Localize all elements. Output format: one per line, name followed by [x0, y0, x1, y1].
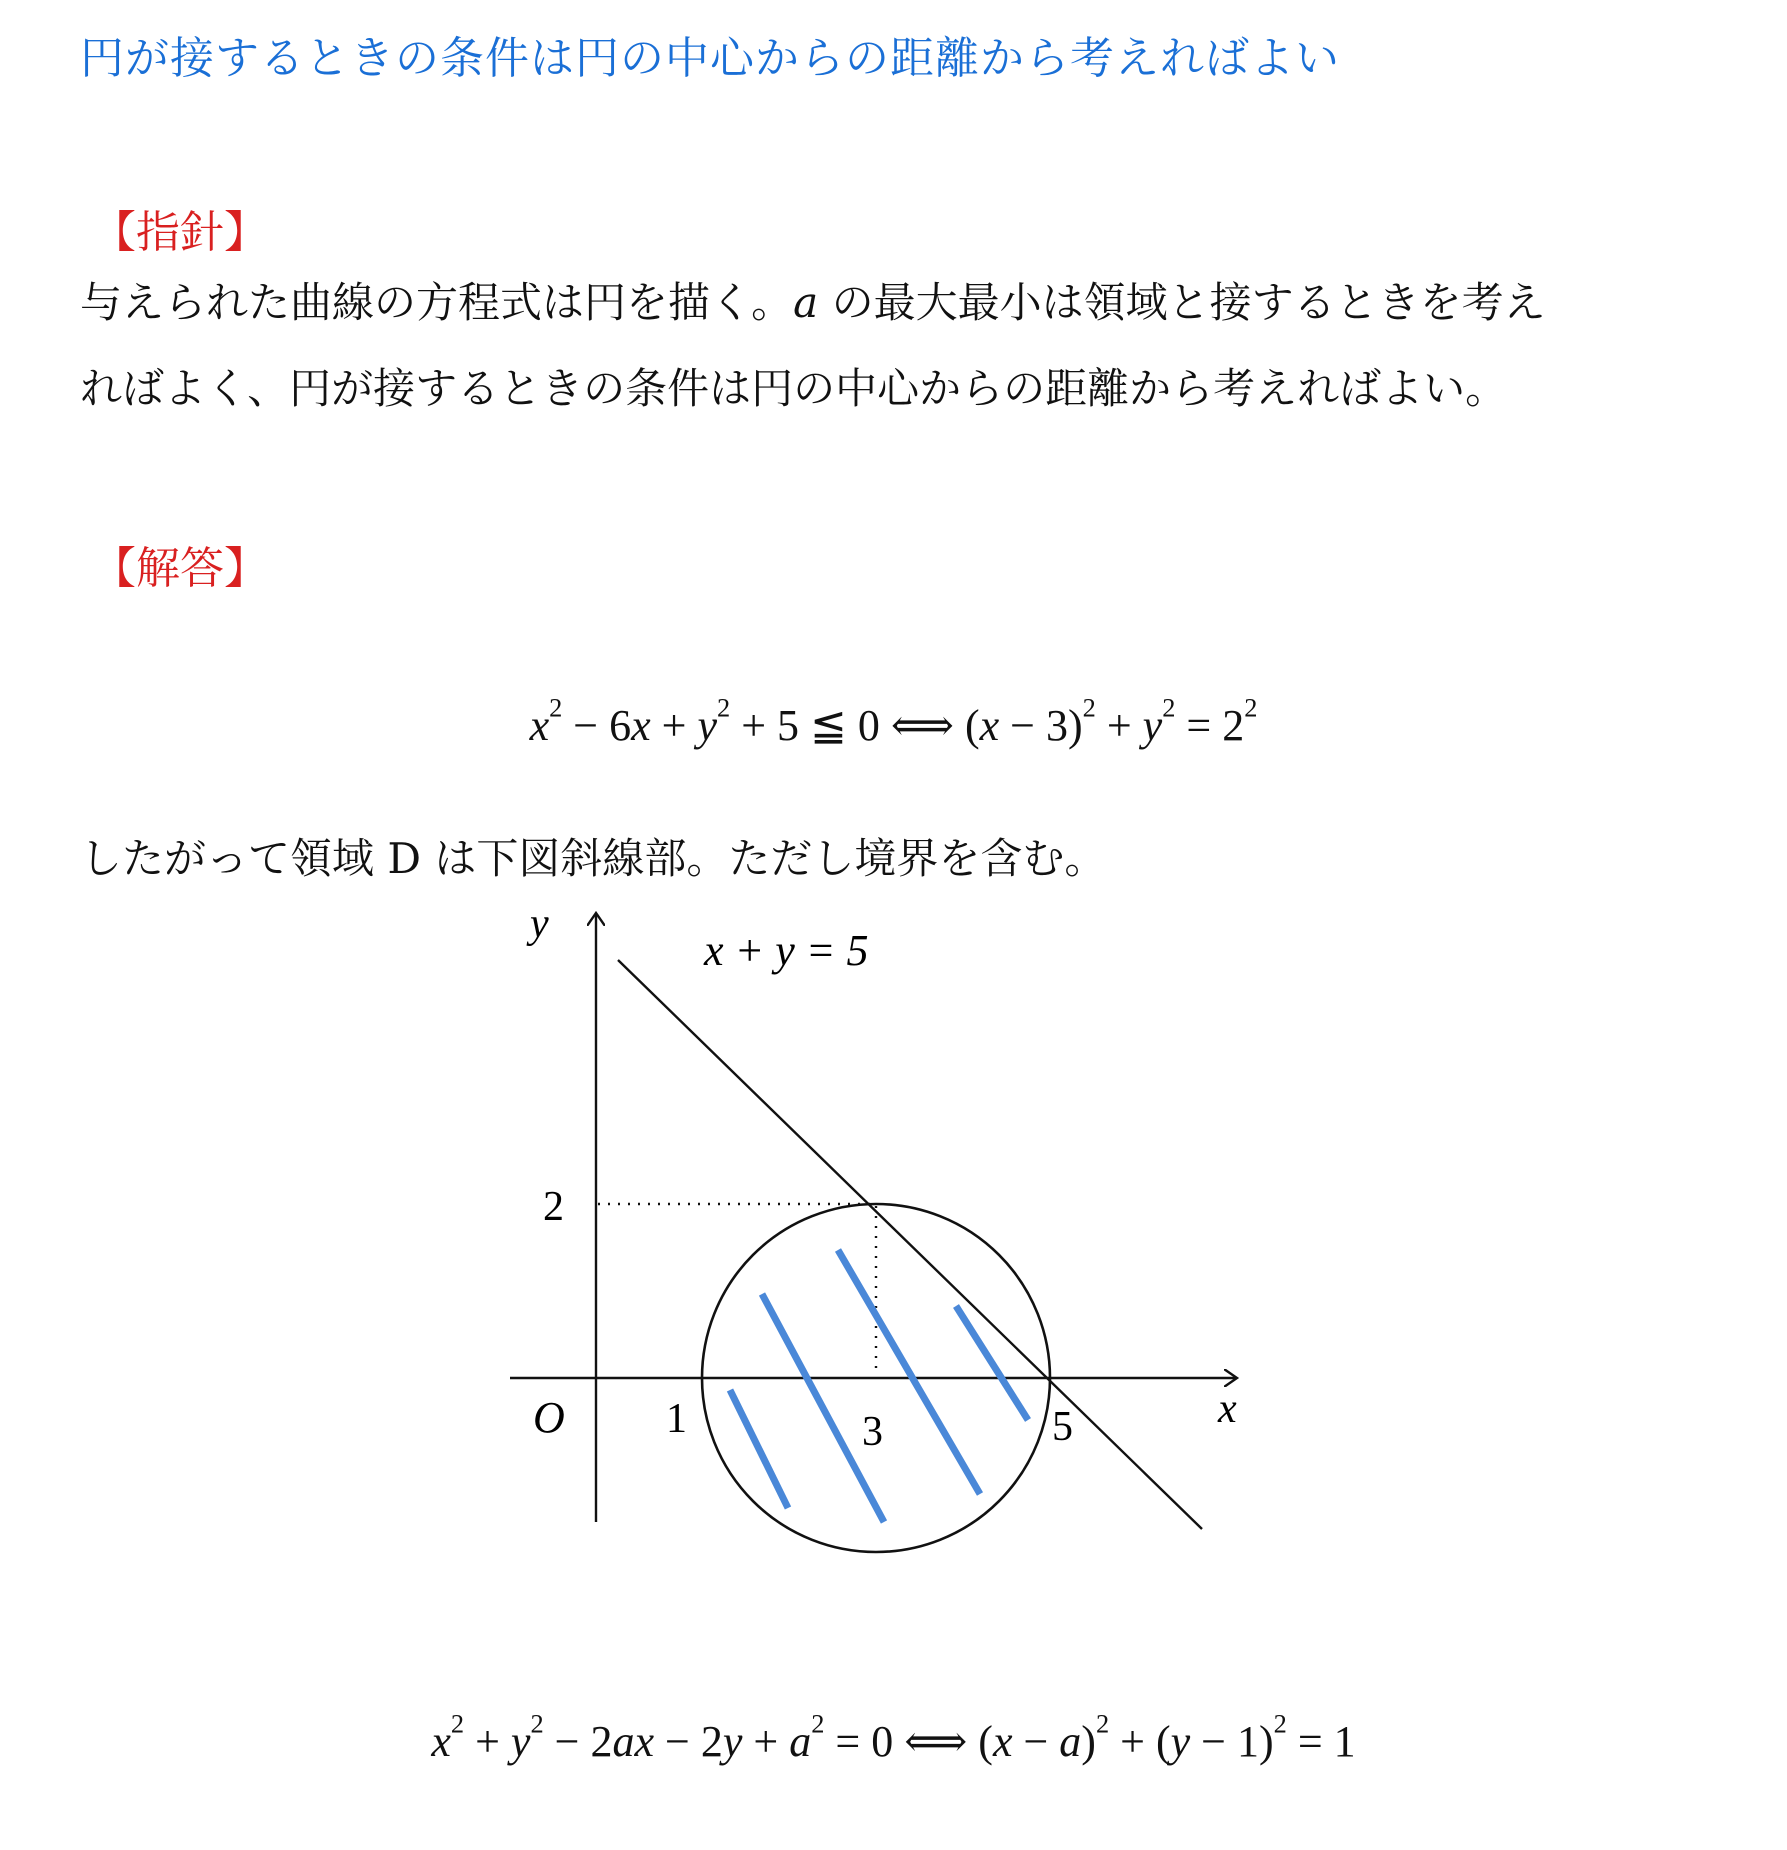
line-equation-label: x + y = 5: [704, 926, 869, 975]
hint-line1b: の最大最小は領域と接するときを考え: [818, 278, 1546, 327]
axis-y-label: y: [530, 901, 549, 947]
tick-label-1: 1: [666, 1396, 687, 1442]
equation-region: $x^2 - 6x + y^2 + 5$ ≦ 0 ⟺ $(x - 3)^2 + y^2 = 2^2$: [529, 692, 1258, 750]
hint-line1: 与えられた曲線の方程式は円を描く。: [80, 278, 794, 327]
hatch-marks: [730, 1250, 1028, 1522]
tick-label-5: 5: [1052, 1404, 1073, 1450]
tick-label-y2: 2: [543, 1184, 564, 1230]
hatch-stroke: [730, 1390, 788, 1508]
hatch-stroke: [838, 1250, 980, 1494]
boundary-line: [618, 960, 1202, 1529]
axis-x-label: x: [1218, 1386, 1237, 1432]
origin-label: O: [533, 1393, 565, 1442]
tick-label-3: 3: [862, 1409, 883, 1455]
answer-label: 【解答】: [92, 543, 268, 594]
hint-line2: ればよく、円が接するときの条件は円の中心からの距離から考えればよい。: [80, 364, 1508, 413]
page-heading: 円が接するときの条件は円の中心からの距離から考えればよい: [80, 33, 1340, 84]
equation-circle-a: $x^2 + y^2 - 2ax - 2y + a^2 = 0$ ⟺ $(x - a)^2 + (y - 1)^2 = 1$: [431, 1708, 1356, 1766]
var-a: a: [793, 278, 819, 327]
hint-label: 【指針】: [92, 207, 268, 258]
region-description: したがって領域 D は下図斜線部。ただし境界を含む。: [80, 834, 1107, 883]
